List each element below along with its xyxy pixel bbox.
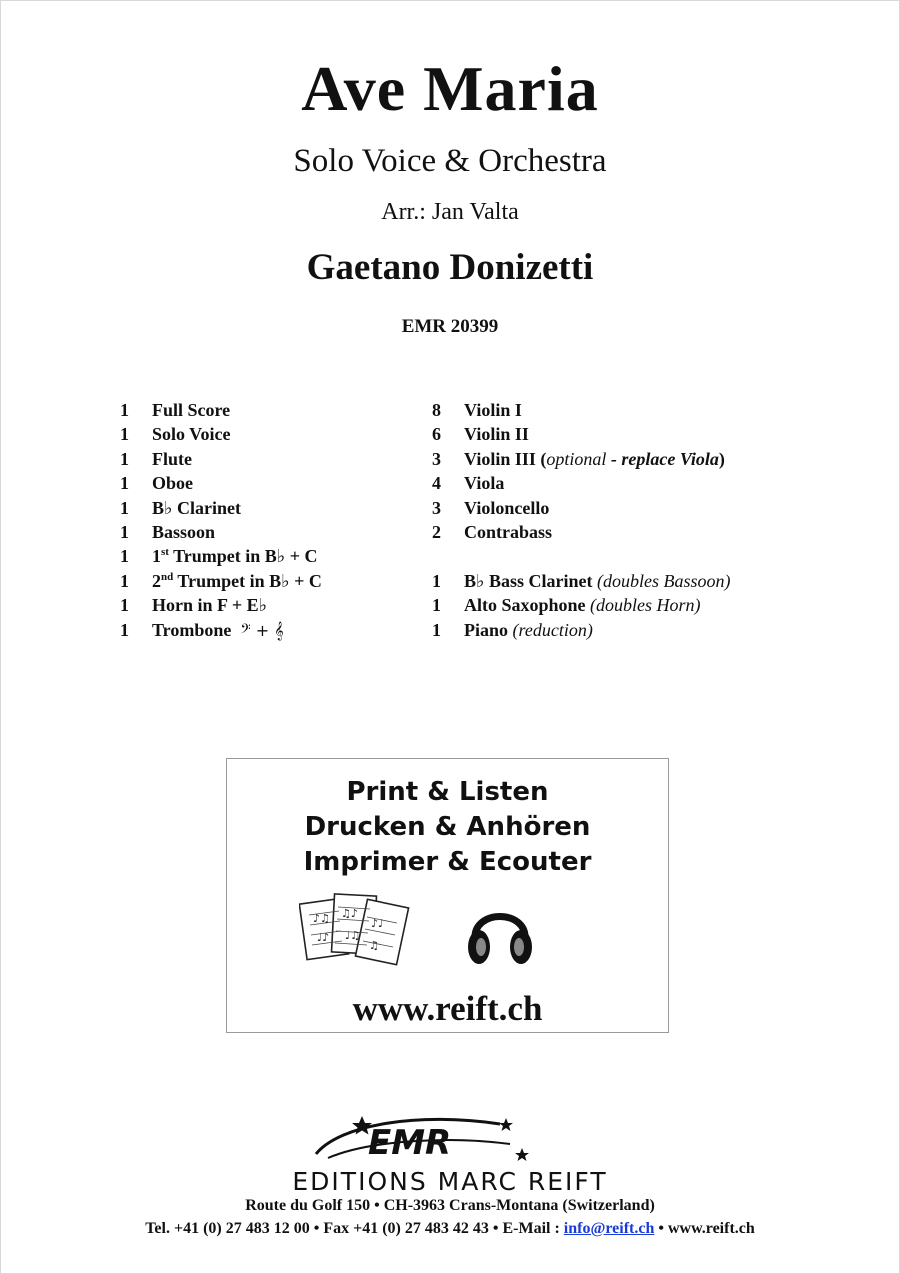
contact-phone-fax: Tel. +41 (0) 27 483 12 00 • Fax +41 (0) 27 483 42 43 • E-Mail : [145, 1220, 564, 1237]
part-row [120, 593, 420, 617]
part-qty: 1 [432, 619, 441, 640]
note-italic: optional [546, 448, 607, 469]
part-row [120, 496, 420, 520]
part-row [120, 398, 420, 422]
email-link[interactable]: info@reift.ch [563, 1220, 655, 1237]
part-row [432, 496, 872, 520]
catalog-number: EMR 20399 [401, 316, 499, 337]
part-name: Horn in F + E♭ [152, 595, 268, 616]
part-qty: 4 [432, 473, 441, 494]
parts-list-right [432, 398, 872, 642]
composer: Gaetano Donizetti [306, 247, 594, 288]
part-row [120, 618, 420, 642]
part-qty: 1 [120, 619, 129, 640]
part-row [120, 520, 420, 544]
promo-line-fr: Imprimer & Ecouter [303, 847, 592, 877]
contact-website[interactable]: • www.reift.ch [654, 1220, 755, 1237]
part-name-text: Trumpet in B♭ + C [173, 570, 322, 591]
part-name-text: Clarinet [177, 497, 241, 518]
publisher-address: Route du Golf 150 • CH-3963 Crans-Montana (Switzerland) [245, 1197, 655, 1214]
part-name-text: Trombone [152, 619, 232, 640]
svg-text:♪♫: ♪♫ [313, 912, 330, 925]
part-name-text: Piano [464, 619, 509, 640]
part-name [464, 447, 725, 471]
part-row [120, 422, 420, 446]
note-open: ( [540, 448, 547, 469]
svg-text:♪♩: ♪♩ [371, 917, 384, 930]
clef-icons: 𝄢 + 𝄞 [240, 620, 284, 640]
part-row [432, 398, 872, 422]
part-name: Viola [464, 473, 505, 494]
print-listen-box[interactable] [226, 758, 669, 1033]
part-row [432, 520, 872, 544]
emr-logo [310, 1110, 540, 1166]
promo-line-en: Print & Listen [346, 777, 549, 807]
part-note: (doubles Horn) [590, 595, 701, 616]
part-qty: 1 [120, 473, 129, 494]
svg-text:♩♫: ♩♫ [345, 929, 361, 942]
part-qty: 1 [120, 570, 129, 591]
part-row [432, 422, 872, 446]
part-row [432, 593, 872, 617]
svg-text:♩♪: ♩♪ [317, 931, 330, 944]
logo-text: EMR [368, 1123, 452, 1163]
part-qty: 1 [120, 448, 129, 469]
publisher-name: EDITIONS MARC REIFT [292, 1167, 608, 1196]
part-row [432, 618, 872, 642]
part-name [152, 544, 318, 568]
part-row [432, 569, 872, 593]
sheet-music-icon [299, 891, 414, 975]
part-name: Violin I [464, 400, 522, 420]
part-qty: 1 [432, 570, 441, 591]
note-close: ) [718, 448, 725, 469]
flat-prefix: B♭ [152, 497, 177, 518]
parts-list-left [120, 398, 420, 642]
part-row [120, 447, 420, 471]
promo-line-de: Drucken & Anhören [304, 812, 591, 842]
page-title: Ave Maria [301, 53, 599, 124]
part-qty: 1 [120, 546, 129, 567]
promo-url-link[interactable]: www.reift.ch [352, 989, 543, 1028]
part-name-text: Alto Saxophone [464, 595, 586, 616]
ordinal-suffix: st [161, 546, 169, 559]
part-name: Violoncello [464, 497, 550, 518]
ordinal: 1 [152, 546, 161, 567]
arranger: Arr.: Jan Valta [381, 199, 519, 225]
part-name-text: Violin III [464, 448, 536, 469]
part-qty: 3 [432, 448, 441, 469]
subtitle: Solo Voice & Orchestra [293, 143, 607, 179]
part-qty: 1 [120, 595, 129, 616]
part-row [120, 569, 420, 593]
part-name: Flute [152, 448, 192, 469]
part-name [152, 618, 284, 643]
part-name-text: Trumpet in B♭ + C [168, 546, 318, 567]
part-qty: 1 [120, 424, 129, 445]
part-qty: 1 [120, 497, 129, 518]
part-name: Contrabass [464, 521, 553, 542]
part-name [464, 569, 731, 593]
part-qty: 6 [432, 424, 441, 445]
part-name [464, 593, 701, 617]
part-row [120, 544, 420, 568]
headphones-icon [465, 891, 535, 971]
part-qty: 2 [432, 521, 441, 542]
part-qty: 1 [120, 400, 129, 420]
part-name [152, 569, 322, 593]
part-qty: 3 [432, 497, 441, 518]
part-name: Full Score [152, 400, 231, 420]
svg-text:♫: ♫ [369, 939, 379, 952]
spacer [432, 544, 872, 568]
part-name: Oboe [152, 473, 194, 494]
part-name [464, 618, 593, 642]
part-name: Solo Voice [152, 424, 231, 445]
part-qty: 1 [432, 595, 441, 616]
ordinal-suffix: nd [161, 570, 174, 583]
part-qty: 8 [432, 400, 441, 420]
part-note: (doubles Bassoon) [597, 570, 731, 591]
note-bold: - replace Viola [606, 448, 719, 469]
part-row [120, 471, 420, 495]
svg-text:♫♪: ♫♪ [341, 907, 358, 920]
ordinal: 2 [152, 570, 161, 591]
part-qty: 1 [120, 521, 129, 542]
part-note: (reduction) [512, 619, 593, 640]
part-name: Violin II [464, 424, 529, 445]
part-name: Bassoon [152, 521, 216, 542]
part-name-text: B♭ Bass Clarinet [464, 570, 593, 591]
part-name [152, 496, 241, 520]
part-row [432, 471, 872, 495]
part-row [432, 447, 872, 471]
publisher-contact [0, 1220, 900, 1238]
